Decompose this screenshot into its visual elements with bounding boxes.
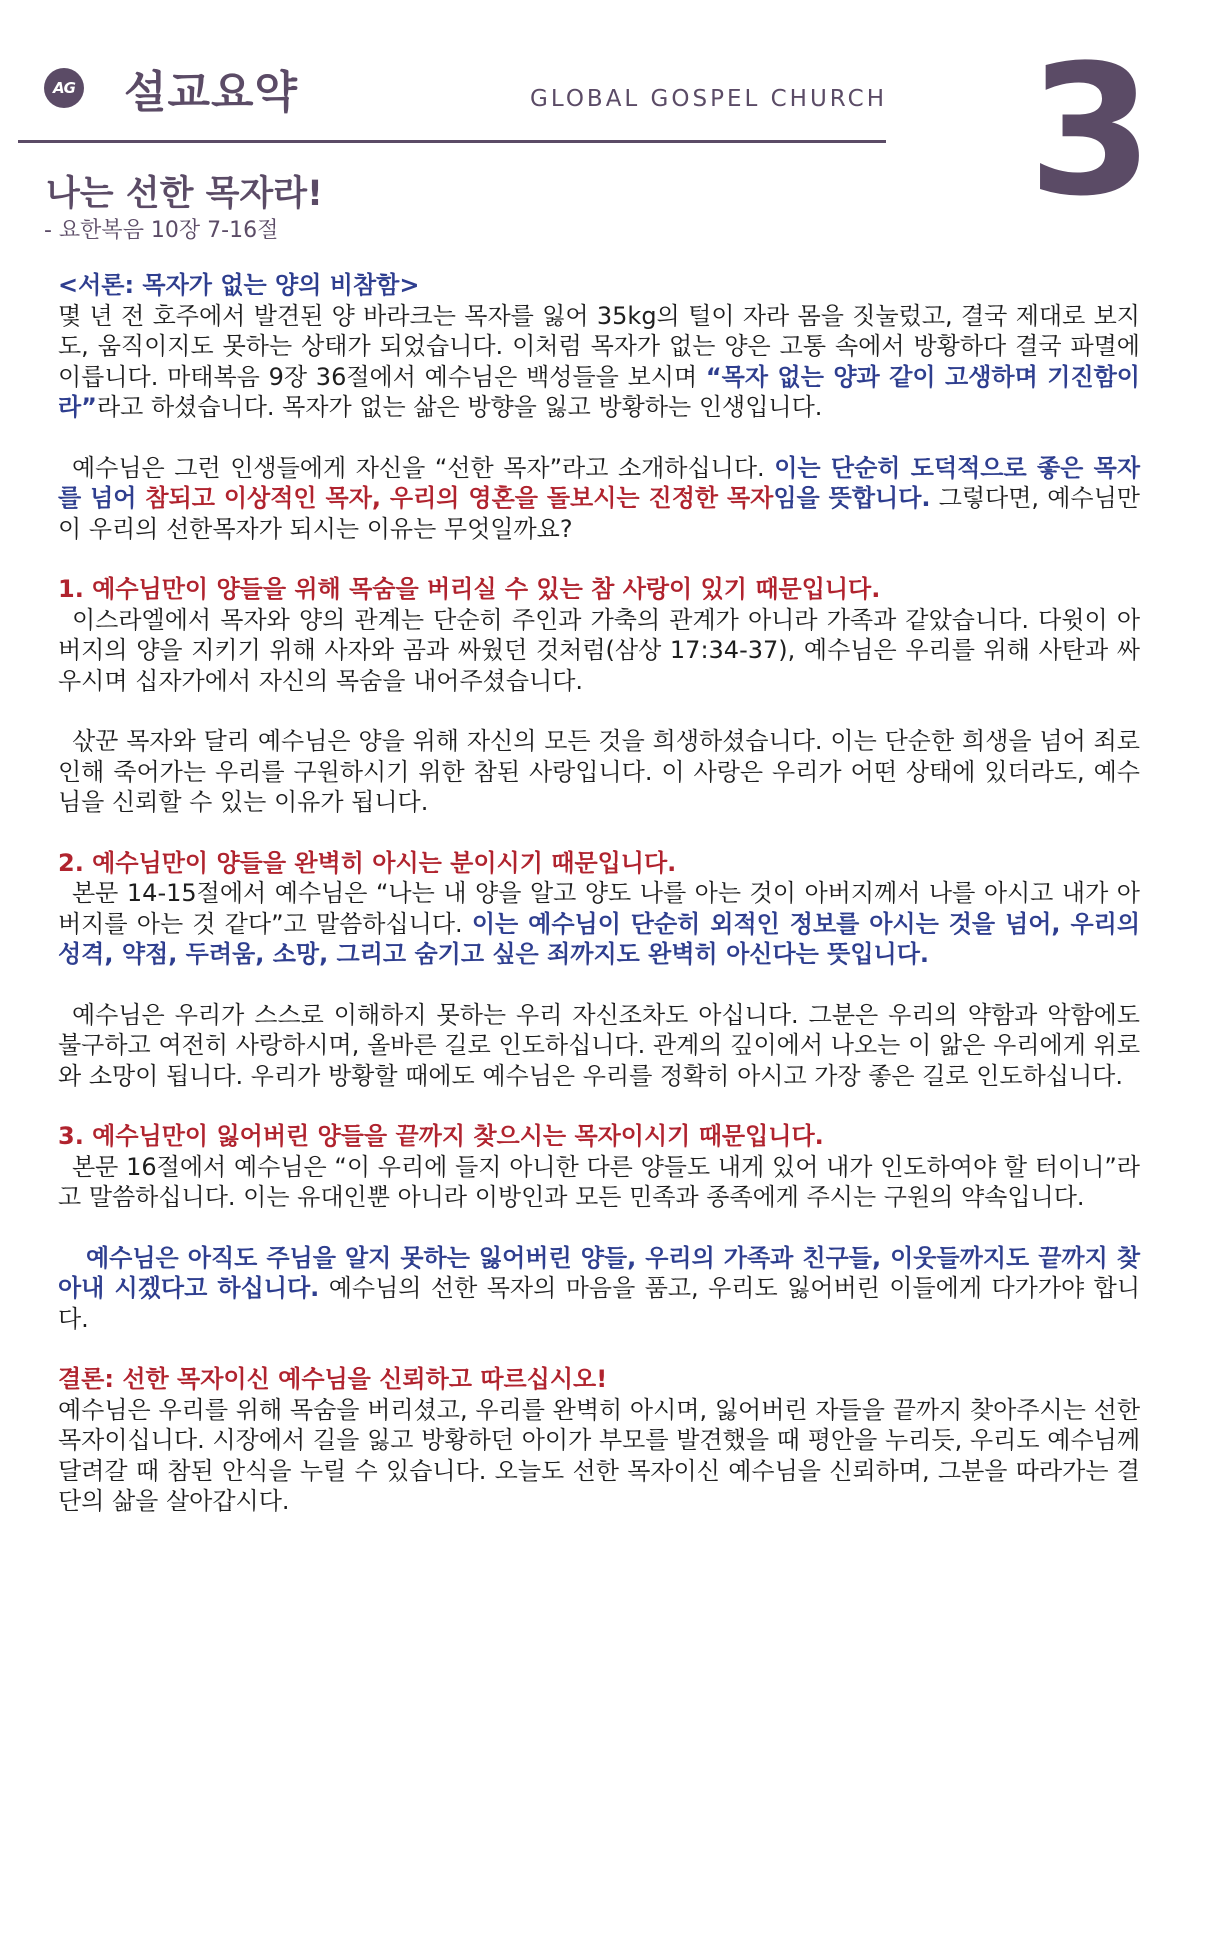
sermon-body <box>58 270 1140 1517</box>
intro-p2-emph-red: 참되고 이상적인 목자, 우리의 영혼을 돌보시는 진정한 목자 <box>145 484 774 512</box>
point-2-p1-text: 본문 14-15절에서 예수님은 “나는 내 양을 알고 양도 나를 아는 것이 아버지께서 나를 아시고 내가 아버지를 아는 것 같다”고 말씀하십니다. <box>58 879 1140 938</box>
intro-p1-text: 몇 년 전 호주에서 발견된 양 바라크는 목자를 잃어 35kg의 털이 자라 몸을 짓눌렀고, 결국 제대로 보지도, 움직이지도 못하는 상태가 되었습니다. 이처럼 목자가 없는 양은 고통 속에서 방황하다 결국 파멸에 이릅니다. 마태복음 9장 36절에서 예수님은 백성들을 보시며 <box>58 301 1140 391</box>
point-3-p2-emph: 예수님은 아직도 주님을 알지 못하는 잃어버린 양들, 우리의 가족과 친구들, 이웃들까지도 끝까지 찾아내 시겠다고 하십니다. <box>58 1243 1140 1302</box>
conclusion-heading: 결론: 선한 목자이신 예수님을 신뢰하고 따르십시오! <box>58 1365 608 1393</box>
point-2-paragraph-1 <box>58 878 1140 970</box>
point-2-p1-emph: 이는 예수님이 단순히 외적인 정보를 아시는 것을 넘어, 우리의 성격, 약점, 두려움, 소망, 그리고 숨기고 싶은 죄까지도 완벽히 아신다는 뜻입니다. <box>58 909 1140 968</box>
point-3-paragraph-1: 본문 16절에서 예수님은 “이 우리에 들지 아니한 다른 양들도 내게 있어 내가 인도하여야 할 터이니”라고 말씀하십니다. 이는 유대인뿐 아니라 이방인과 모든 민족과 종족에게 주시는 구원의 약속입니다. <box>58 1152 1140 1211</box>
page-header <box>0 0 1215 243</box>
point-1-paragraph-2: 삯꾼 목자와 달리 예수님은 양을 위해 자신의 모든 것을 희생하셨습니다. 이는 단순한 희생을 넘어 죄로 인해 죽어가는 우리를 구원하시기 위한 참된 사랑입니다. 이 사랑은 우리가 어떤 상태에 있더라도, 예수님을 신뢰할 수 있는 이유가 됩니다. <box>58 727 1140 816</box>
point-3-p2-tail: 예수님의 선한 목자의 마음을 품고, 우리도 잃어버린 이들에게 다가가야 합니다. <box>58 1274 1141 1333</box>
conclusion-paragraph: 예수님은 우리를 위해 목숨을 버리셨고, 우리를 완벽히 아시며, 잃어버린 자들을 끝까지 찾아주시는 선한 목자이십니다. 시장에서 길을 잃고 방황하던 아이가 부모를 발견했을 때 평안을 누리듯, 우리도 예수님께 달려갈 때 참된 안식을 누릴 수 있습니다. 오늘도 선한 목자이신 예수님을 신뢰하며, 그분을 따라가는 결단의 삶을 살아갑시다. <box>58 1395 1140 1515</box>
point-3-heading: 3. 예수님만이 잃어버린 양들을 끝까지 찾으시는 목자이시기 때문입니다. <box>58 1122 824 1150</box>
page-title: 설교요약 <box>124 67 299 118</box>
sermon-title: 나는 선한 목자라! <box>46 174 324 214</box>
intro-heading: <서론: 목자가 없는 양의 비참함> <box>58 271 420 299</box>
church-logo: AG <box>44 68 84 108</box>
point-2-paragraph-2: 예수님은 우리가 스스로 이해하지 못하는 우리 자신조차도 아십니다. 그분은 우리의 약함과 악함에도 불구하고 여전히 사랑하시며, 올바른 길로 인도하십니다. 관계의 깊이에서 나오는 이 앎은 우리에게 위로와 소망이 됩니다. 우리가 방황할 때에도 예수님은 우리를 정확히 아시고 가장 좋은 길로 인도하십니다. <box>58 1000 1140 1090</box>
church-name: GLOBAL GOSPEL CHURCH <box>530 86 887 112</box>
intro-paragraph-1 <box>58 301 1140 423</box>
issue-number: 3 <box>1028 27 1150 236</box>
point-2-heading: 2. 예수님만이 양들을 완벽히 아시는 분이시기 때문입니다. <box>58 848 677 877</box>
header-divider <box>18 140 886 143</box>
scripture-reference: - 요한복음 10장 7-16절 <box>44 218 279 243</box>
intro-p2-emph-blue: 이는 단순히 도덕적으로 좋은 목자를 넘어 <box>58 453 1140 512</box>
intro-p1-tail: 라고 하셨습니다. 목자가 없는 삶은 방향을 잃고 방황하는 인생입니다. <box>96 393 823 421</box>
intro-p2-tail: 그렇다면, 예수님만이 우리의 선한목자가 되시는 이유는 무엇일까요? <box>58 484 1140 543</box>
point-1-heading: 1. 예수님만이 양들을 위해 목숨을 버리실 수 있는 참 사랑이 있기 때문입니다. <box>58 575 881 603</box>
intro-p2-emph-blue-end: 임을 뜻합니다. <box>773 484 931 512</box>
intro-p1-quote: “목자 없는 양과 같이 고생하며 기진함이라” <box>58 362 1140 421</box>
intro-p2-text: 예수님은 그런 인생들에게 자신을 “선한 목자”라고 소개하십니다. <box>72 453 775 482</box>
point-3-paragraph-2 <box>58 1243 1140 1335</box>
point-1-paragraph-1: 이스라엘에서 목자와 양의 관계는 단순히 주인과 가축의 관계가 아니라 가족과 같았습니다. 다윗이 아버지의 양을 지키기 위해 사자와 곰과 싸웠던 것처럼(삼상 17:34-37), 예수님은 우리를 위해 사탄과 싸우시며 십자가에서 자신의 목숨을 내어주셨습니다. <box>58 605 1140 695</box>
intro-paragraph-2 <box>58 453 1140 545</box>
